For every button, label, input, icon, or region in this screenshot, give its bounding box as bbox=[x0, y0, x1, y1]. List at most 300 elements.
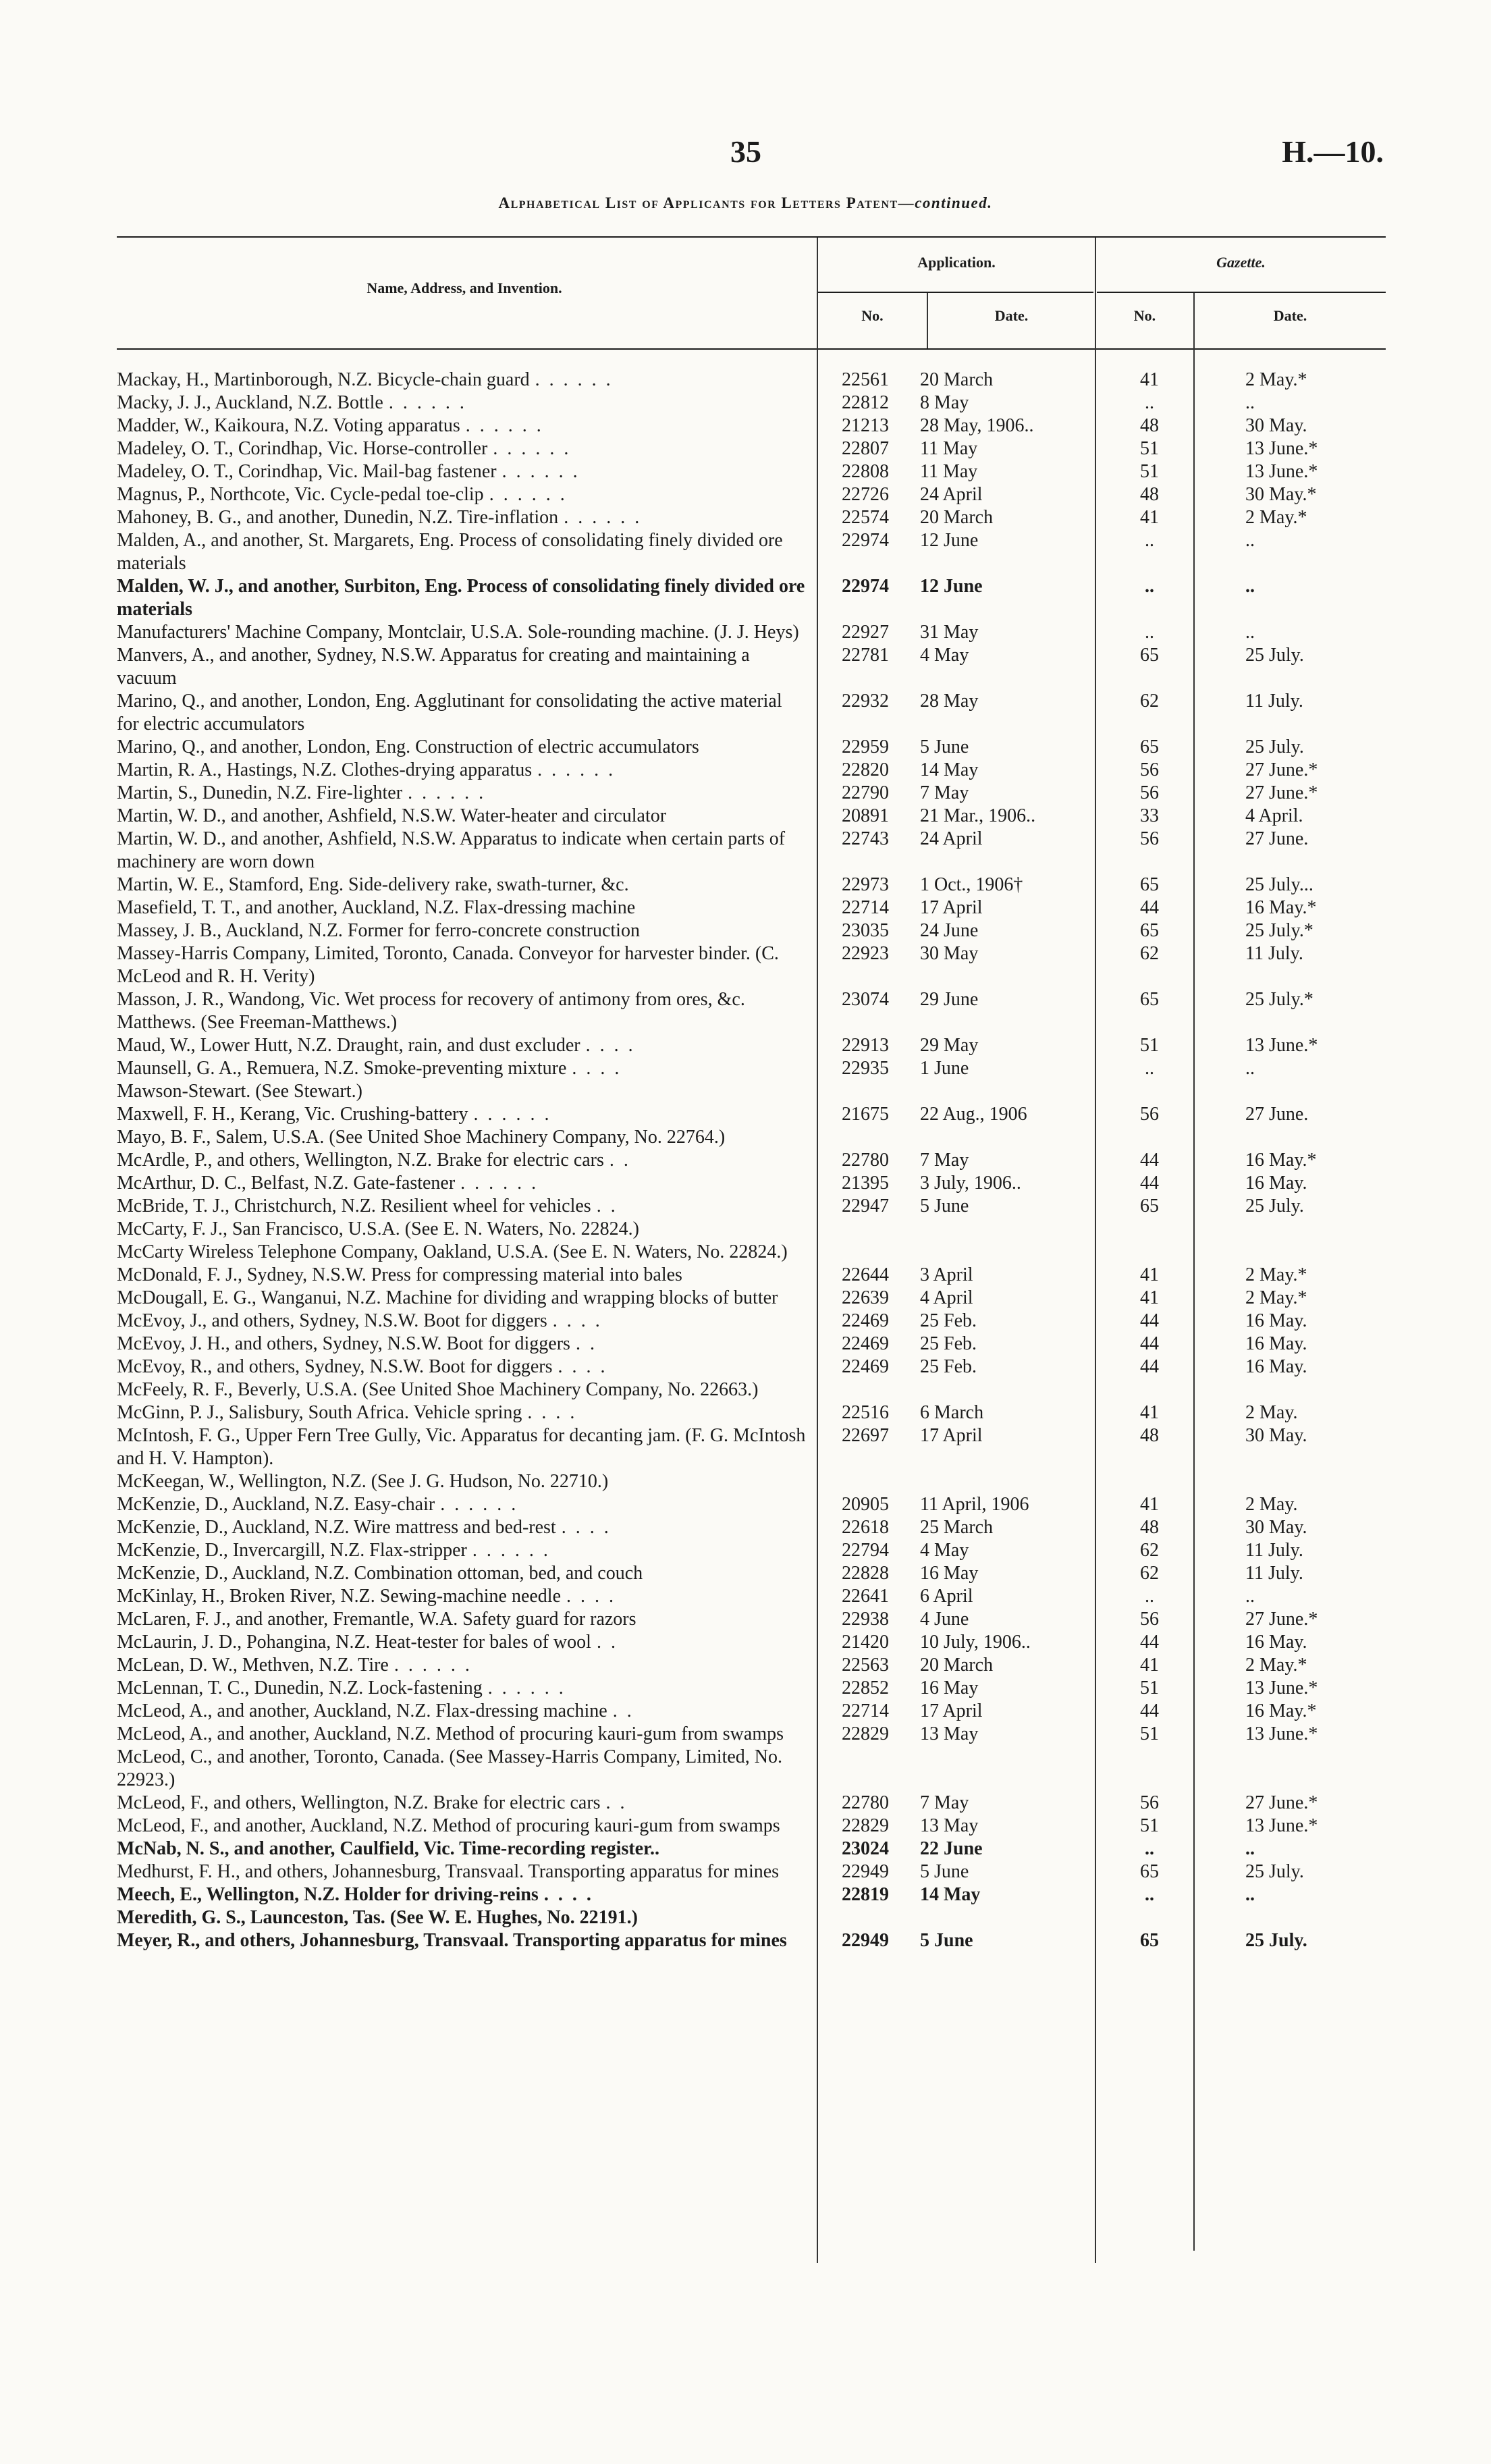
dot-leader: ...... bbox=[489, 484, 574, 505]
gazette-number: 56 bbox=[1140, 782, 1159, 803]
table-row bbox=[117, 1333, 1386, 1356]
applicant-cell bbox=[117, 1172, 812, 1195]
applicant-cell bbox=[117, 1287, 812, 1310]
application-number: 22974 bbox=[842, 530, 889, 551]
table-row bbox=[117, 460, 1386, 483]
application-date: 20 March bbox=[920, 369, 994, 390]
column-header-app-no: No. bbox=[861, 307, 884, 324]
application-number: 22697 bbox=[842, 1425, 889, 1446]
application-number: 22808 bbox=[842, 461, 889, 482]
table-row bbox=[117, 1356, 1386, 1378]
table-row bbox=[117, 1516, 1386, 1539]
application-date: 22 Aug., 1906 bbox=[920, 1104, 1027, 1125]
dot-leader: .. bbox=[609, 1150, 638, 1171]
gazette-date: .. bbox=[1245, 1838, 1255, 1859]
application-number: 22938 bbox=[842, 1609, 889, 1630]
gazette-date: 25 July... bbox=[1245, 874, 1313, 895]
gazette-number: 65 bbox=[1140, 1930, 1159, 1951]
table-row bbox=[117, 506, 1386, 529]
dot-leader: .. bbox=[605, 1792, 634, 1813]
application-number: 22959 bbox=[842, 736, 889, 757]
gazette-date: 2 May.* bbox=[1245, 1655, 1307, 1676]
application-number: 22469 bbox=[842, 1333, 889, 1354]
gazette-number: 62 bbox=[1140, 1540, 1159, 1561]
gazette-number: 44 bbox=[1140, 1310, 1159, 1331]
applicant-cell bbox=[117, 1838, 812, 1860]
dot-leader: ...... bbox=[472, 1540, 558, 1561]
application-date: 16 May bbox=[920, 1678, 979, 1698]
table-row bbox=[117, 874, 1386, 896]
gazette-date: 30 May. bbox=[1245, 1425, 1307, 1446]
applicant-cell bbox=[117, 736, 812, 759]
gazette-number: 41 bbox=[1140, 507, 1159, 528]
gazette-date: 30 May. bbox=[1245, 1517, 1307, 1538]
applicant-name: Maunsell, G. A., Remuera, N.Z. Smoke-preventing mixture bbox=[117, 1058, 567, 1079]
applicant-list bbox=[117, 369, 1386, 1952]
table-row bbox=[117, 1746, 1386, 1792]
applicant-name: Malden, W. J., and another, Surbiton, Eng. Process of consolidating finely divided ore materials bbox=[117, 576, 805, 620]
applicant-cell bbox=[117, 1516, 812, 1539]
gazette-number: 41 bbox=[1140, 1655, 1159, 1676]
table-row bbox=[117, 1287, 1386, 1310]
table-row bbox=[117, 942, 1386, 988]
gazette-date: 16 May.* bbox=[1245, 897, 1317, 918]
application-date: 14 May bbox=[920, 1884, 981, 1905]
gazette-number: 41 bbox=[1140, 369, 1159, 390]
application-date: 30 May bbox=[920, 943, 979, 964]
applicant-cell bbox=[117, 1218, 812, 1241]
applicant-name: McDonald, F. J., Sydney, N.S.W. Press for compressing material into bales bbox=[117, 1264, 682, 1285]
applicant-cell bbox=[117, 1401, 812, 1424]
column-header-application: Application. bbox=[917, 254, 996, 271]
application-number: 22852 bbox=[842, 1678, 889, 1698]
gazette-number: 62 bbox=[1140, 943, 1159, 964]
gazette-date: 2 May. bbox=[1245, 1402, 1298, 1423]
applicant-name: McFeely, R. F., Beverly, U.S.A. (See United Shoe Machinery Company, No. 22663.) bbox=[117, 1379, 759, 1400]
applicant-cell bbox=[117, 1264, 812, 1287]
gazette-date: 16 May. bbox=[1245, 1632, 1307, 1653]
application-number: 22973 bbox=[842, 874, 889, 895]
table-row bbox=[117, 1149, 1386, 1172]
application-number: 22781 bbox=[842, 645, 889, 666]
application-number: 22949 bbox=[842, 1930, 889, 1951]
list-title-main: Alphabetical List of Applicants for Letters Patent bbox=[498, 194, 898, 211]
application-date: 7 May bbox=[920, 1792, 969, 1813]
application-number: 23024 bbox=[842, 1838, 889, 1859]
application-date: 25 Feb. bbox=[920, 1333, 977, 1354]
gazette-date: 2 May.* bbox=[1245, 507, 1307, 528]
applicant-cell bbox=[117, 621, 812, 644]
applicant-name: McKenzie, D., Auckland, N.Z. Combination ottoman, bed, and couch bbox=[117, 1563, 643, 1584]
application-span-rule bbox=[817, 292, 1093, 293]
application-number: 22726 bbox=[842, 484, 889, 505]
applicant-name: McKeegan, W., Wellington, N.Z. (See J. G. Hudson, No. 22710.) bbox=[117, 1471, 609, 1492]
gazette-date: 30 May.* bbox=[1245, 484, 1317, 505]
table-row bbox=[117, 1195, 1386, 1218]
table-row bbox=[117, 1838, 1386, 1860]
application-date: 16 May bbox=[920, 1563, 979, 1584]
application-date: 17 April bbox=[920, 897, 983, 918]
gazette-number: 51 bbox=[1140, 1035, 1159, 1056]
application-date: 25 Feb. bbox=[920, 1356, 977, 1377]
table-row bbox=[117, 1493, 1386, 1516]
applicant-name: Maud, W., Lower Hutt, N.Z. Draught, rain, and dust excluder bbox=[117, 1035, 580, 1056]
gazette-date: 16 May.* bbox=[1245, 1700, 1317, 1721]
gazette-date: 2 May.* bbox=[1245, 369, 1307, 390]
application-date: 24 April bbox=[920, 484, 983, 505]
gazette-date: 27 June.* bbox=[1245, 1792, 1318, 1813]
dot-leader: .. bbox=[575, 1333, 604, 1354]
gazette-number: 44 bbox=[1140, 1632, 1159, 1653]
dot-leader: ...... bbox=[388, 392, 474, 413]
gazette-number: 41 bbox=[1140, 1287, 1159, 1308]
gazette-number: 44 bbox=[1140, 897, 1159, 918]
applicant-cell bbox=[117, 919, 812, 942]
gazette-date: 13 June.* bbox=[1245, 461, 1318, 482]
application-number: 21395 bbox=[842, 1173, 889, 1194]
gazette-number: 44 bbox=[1140, 1150, 1159, 1171]
gazette-date: 2 May.* bbox=[1245, 1264, 1307, 1285]
table-row bbox=[117, 736, 1386, 759]
application-number: 22949 bbox=[842, 1861, 889, 1882]
application-date: 11 May bbox=[920, 461, 978, 482]
gazette-number: 62 bbox=[1140, 691, 1159, 712]
applicant-cell bbox=[117, 414, 812, 437]
application-date: 6 March bbox=[920, 1402, 984, 1423]
application-number: 23035 bbox=[842, 920, 889, 941]
applicant-name: Masson, J. R., Wandong, Vic. Wet process for recovery of antimony from ores, &c. bbox=[117, 989, 745, 1010]
column-header-gaz-date: Date. bbox=[1273, 307, 1307, 324]
gazette-number: 51 bbox=[1140, 1723, 1159, 1744]
application-number: 22932 bbox=[842, 691, 889, 712]
application-date: 1 June bbox=[920, 1058, 969, 1079]
application-number: 22516 bbox=[842, 1402, 889, 1423]
application-date: 1 Oct., 1906† bbox=[920, 874, 1023, 895]
header-bottom-rule bbox=[117, 348, 1386, 350]
application-date: 29 June bbox=[920, 989, 979, 1010]
applicant-cell bbox=[117, 1241, 812, 1264]
gazette-number: .. bbox=[1145, 1884, 1154, 1905]
table-row bbox=[117, 1860, 1386, 1883]
table-row bbox=[117, 1172, 1386, 1195]
application-date: 11 April, 1906 bbox=[920, 1494, 1029, 1515]
application-number: 22780 bbox=[842, 1150, 889, 1171]
applicant-name: McGinn, P. J., Salisbury, South Africa. Vehicle spring bbox=[117, 1402, 522, 1423]
gazette-date: 13 June.* bbox=[1245, 1035, 1318, 1056]
table-row bbox=[117, 782, 1386, 805]
application-number: 22935 bbox=[842, 1058, 889, 1079]
table-row bbox=[117, 1929, 1386, 1952]
application-number: 22829 bbox=[842, 1815, 889, 1836]
application-number: 22947 bbox=[842, 1196, 889, 1216]
table-row bbox=[117, 919, 1386, 942]
gazette-number: 65 bbox=[1140, 874, 1159, 895]
applicant-cell bbox=[117, 1906, 812, 1929]
gazette-number: 33 bbox=[1140, 805, 1159, 826]
dot-leader: ...... bbox=[440, 1494, 526, 1515]
page-number: 35 bbox=[730, 134, 761, 169]
application-number: 23074 bbox=[842, 989, 889, 1010]
gazette-date: 27 June. bbox=[1245, 1104, 1309, 1125]
applicant-cell bbox=[117, 1195, 812, 1218]
applicant-cell bbox=[117, 1860, 812, 1883]
applicant-cell bbox=[117, 1608, 812, 1631]
gazette-date: .. bbox=[1245, 1058, 1255, 1079]
applicant-name: McKenzie, D., Auckland, N.Z. Easy-chair bbox=[117, 1494, 435, 1515]
table-row bbox=[117, 1080, 1386, 1103]
applicant-cell bbox=[117, 1562, 812, 1585]
dot-leader: ...... bbox=[460, 1173, 546, 1194]
applicant-name: McCarty, F. J., San Francisco, U.S.A. (See E. N. Waters, No. 22824.) bbox=[117, 1218, 639, 1239]
gazette-date: .. bbox=[1245, 392, 1255, 413]
application-number: 22807 bbox=[842, 438, 889, 459]
application-number: 22790 bbox=[842, 782, 889, 803]
table-row bbox=[117, 896, 1386, 919]
table-row bbox=[117, 529, 1386, 575]
gazette-number: 51 bbox=[1140, 461, 1159, 482]
applicant-cell bbox=[117, 1149, 812, 1172]
applicant-name: Massey-Harris Company, Limited, Toronto, Canada. Conveyor for harvester binder. (C. McLeod and R. H. Verity) bbox=[117, 943, 779, 987]
application-date: 21 Mar., 1906.. bbox=[920, 805, 1036, 826]
table-row bbox=[117, 1608, 1386, 1631]
table-row bbox=[117, 1126, 1386, 1149]
application-date: 3 April bbox=[920, 1264, 973, 1285]
application-date: 5 June bbox=[920, 1196, 969, 1216]
table-row bbox=[117, 1539, 1386, 1562]
gazette-number: 56 bbox=[1140, 759, 1159, 780]
applicant-cell bbox=[117, 1310, 812, 1333]
applicant-name: Mayo, B. F., Salem, U.S.A. (See United Shoe Machinery Company, No. 22764.) bbox=[117, 1127, 726, 1148]
application-date: 4 May bbox=[920, 1540, 969, 1561]
applicant-name: McDougall, E. G., Wanganui, N.Z. Machine for dividing and wrapping blocks of butter bbox=[117, 1287, 778, 1308]
application-number: 22618 bbox=[842, 1517, 889, 1538]
dot-leader: .... bbox=[552, 1310, 609, 1331]
gazette-number: 51 bbox=[1140, 438, 1159, 459]
gazette-number: 56 bbox=[1140, 828, 1159, 849]
table-row bbox=[117, 1057, 1386, 1080]
application-date: 25 Feb. bbox=[920, 1310, 977, 1331]
application-number: 21213 bbox=[842, 415, 889, 436]
applicant-cell bbox=[117, 874, 812, 896]
gazette-number: 44 bbox=[1140, 1700, 1159, 1721]
application-date: 22 June bbox=[920, 1838, 983, 1859]
applicant-cell bbox=[117, 1126, 812, 1149]
applicant-name: McLennan, T. C., Dunedin, N.Z. Lock-fastening bbox=[117, 1678, 483, 1698]
dot-leader: ...... bbox=[473, 1104, 559, 1125]
gazette-date: 25 July. bbox=[1245, 1930, 1307, 1951]
applicant-name: McLaurin, J. D., Pohangina, N.Z. Heat-tester for bales of wool bbox=[117, 1632, 591, 1653]
applicant-cell bbox=[117, 1631, 812, 1654]
table-row bbox=[117, 1401, 1386, 1424]
dot-leader: .. bbox=[596, 1632, 625, 1653]
applicant-cell bbox=[117, 369, 812, 392]
application-date: 29 May bbox=[920, 1035, 979, 1056]
table-row bbox=[117, 1723, 1386, 1746]
gazette-number: 56 bbox=[1140, 1609, 1159, 1630]
gazette-number: 65 bbox=[1140, 920, 1159, 941]
application-number: 22829 bbox=[842, 1723, 889, 1744]
gazette-date: 16 May.* bbox=[1245, 1150, 1317, 1171]
application-number: 22820 bbox=[842, 759, 889, 780]
gazette-date: .. bbox=[1245, 622, 1255, 643]
gazette-number: 48 bbox=[1140, 1517, 1159, 1538]
applicant-cell bbox=[117, 1034, 812, 1057]
gazette-date: 30 May. bbox=[1245, 415, 1307, 436]
applicant-cell bbox=[117, 644, 812, 690]
table-row bbox=[117, 1792, 1386, 1815]
application-date: 10 July, 1906.. bbox=[920, 1632, 1031, 1653]
dot-leader: .... bbox=[572, 1058, 629, 1079]
table-row bbox=[117, 1470, 1386, 1493]
gazette-number: .. bbox=[1145, 392, 1154, 413]
applicant-cell bbox=[117, 1378, 812, 1401]
application-number: 20905 bbox=[842, 1494, 889, 1515]
gazette-date: 13 June.* bbox=[1245, 1815, 1318, 1836]
gazette-number: 41 bbox=[1140, 1494, 1159, 1515]
application-date: 17 April bbox=[920, 1425, 983, 1446]
applicant-cell bbox=[117, 437, 812, 460]
gazette-number: 44 bbox=[1140, 1333, 1159, 1354]
applicant-cell bbox=[117, 942, 812, 988]
gazette-number: .. bbox=[1145, 576, 1154, 597]
applicant-name: McLean, D. W., Methven, N.Z. Tire bbox=[117, 1655, 389, 1676]
table-row bbox=[117, 1103, 1386, 1126]
table-row bbox=[117, 1700, 1386, 1723]
applicant-name: McArthur, D. C., Belfast, N.Z. Gate-fastener bbox=[117, 1173, 456, 1194]
application-number: 22639 bbox=[842, 1287, 889, 1308]
table-row bbox=[117, 759, 1386, 782]
table-row bbox=[117, 392, 1386, 414]
applicant-name: Meredith, G. S., Launceston, Tas. (See W. E. Hughes, No. 22191.) bbox=[117, 1907, 638, 1928]
applicant-name: Mackay, H., Martinborough, N.Z. Bicycle-chain guard bbox=[117, 369, 530, 390]
applicant-cell bbox=[117, 1470, 812, 1493]
document-code: H.—10. bbox=[1282, 134, 1384, 169]
application-date: 20 March bbox=[920, 1655, 994, 1676]
application-number: 22743 bbox=[842, 828, 889, 849]
applicant-name: Manvers, A., and another, Sydney, N.S.W. Apparatus for creating and maintaining a vacuum bbox=[117, 645, 750, 689]
table-row bbox=[117, 1677, 1386, 1700]
applicant-cell bbox=[117, 1723, 812, 1746]
application-date: 5 June bbox=[920, 736, 969, 757]
applicant-cell bbox=[117, 805, 812, 828]
application-date: 3 July, 1906.. bbox=[920, 1173, 1021, 1194]
applicant-name: Martin, W. D., and another, Ashfield, N.S.W. Apparatus to indicate when certain parts of machinery are worn down bbox=[117, 828, 786, 872]
applicant-cell bbox=[117, 575, 812, 621]
table-row bbox=[117, 1585, 1386, 1608]
applicant-name: Madder, W., Kaikoura, N.Z. Voting apparatus bbox=[117, 415, 460, 436]
application-date: 17 April bbox=[920, 1700, 983, 1721]
applicant-cell bbox=[117, 1815, 812, 1838]
application-date: 7 May bbox=[920, 1150, 969, 1171]
dot-leader: .... bbox=[585, 1035, 643, 1056]
gazette-date: 16 May. bbox=[1245, 1356, 1307, 1377]
table-row bbox=[117, 1654, 1386, 1677]
table-row bbox=[117, 1241, 1386, 1264]
application-date: 6 April bbox=[920, 1586, 973, 1607]
list-title-suffix: —continued. bbox=[898, 194, 993, 211]
application-date: 13 May bbox=[920, 1815, 979, 1836]
column-header-gaz-no: No. bbox=[1133, 307, 1156, 324]
gazette-date: 2 May. bbox=[1245, 1494, 1298, 1515]
table-row bbox=[117, 621, 1386, 644]
table-row bbox=[117, 1264, 1386, 1287]
applicant-cell bbox=[117, 392, 812, 414]
applicant-cell bbox=[117, 1539, 812, 1562]
applicant-name: Masefield, T. T., and another, Auckland, N.Z. Flax-dressing machine bbox=[117, 897, 636, 918]
gazette-date: 11 July. bbox=[1245, 1540, 1303, 1561]
application-date: 8 May bbox=[920, 392, 969, 413]
table-row bbox=[117, 1815, 1386, 1838]
gazette-number: 56 bbox=[1140, 1104, 1159, 1125]
table-row bbox=[117, 690, 1386, 736]
applicant-cell bbox=[117, 1883, 812, 1906]
gazette-date: 11 July. bbox=[1245, 691, 1303, 712]
gazette-number: 41 bbox=[1140, 1402, 1159, 1423]
application-date: 4 April bbox=[920, 1287, 973, 1308]
applicant-cell bbox=[117, 529, 812, 575]
gazette-number: .. bbox=[1145, 1058, 1154, 1079]
dot-leader: .. bbox=[612, 1700, 641, 1721]
applicant-name: Madeley, O. T., Corindhap, Vic. Horse-controller bbox=[117, 438, 488, 459]
applicant-name: McLeod, F., and others, Wellington, N.Z. Brake for electric cars bbox=[117, 1792, 601, 1813]
dot-leader: ...... bbox=[408, 782, 493, 803]
application-number: 22923 bbox=[842, 943, 889, 964]
applicant-name: McKenzie, D., Auckland, N.Z. Wire mattress and bed-rest bbox=[117, 1517, 556, 1538]
dot-leader: ...... bbox=[394, 1655, 479, 1676]
gazette-number: 65 bbox=[1140, 1861, 1159, 1882]
applicant-name: Malden, A., and another, St. Margarets, Eng. Process of consolidating finely divided ore materials bbox=[117, 530, 783, 574]
table-row bbox=[117, 1562, 1386, 1585]
applicant-cell bbox=[117, 1585, 812, 1608]
applicant-name: Martin, W. E., Stamford, Eng. Side-delivery rake, swath-turner, &c. bbox=[117, 874, 629, 895]
gazette-date: 25 July. bbox=[1245, 1861, 1304, 1882]
gazette-date: 27 June. bbox=[1245, 828, 1309, 849]
table-row bbox=[117, 414, 1386, 437]
gazette-date: .. bbox=[1245, 530, 1255, 551]
application-date: 28 May bbox=[920, 691, 979, 712]
applicant-name: McBride, T. J., Christchurch, N.Z. Resilient wheel for vehicles bbox=[117, 1196, 591, 1216]
table-row bbox=[117, 1906, 1386, 1929]
gazette-number: 56 bbox=[1140, 1792, 1159, 1813]
gazette-number: 41 bbox=[1140, 1264, 1159, 1285]
applicant-cell bbox=[117, 896, 812, 919]
gazette-number: 62 bbox=[1140, 1563, 1159, 1584]
gazette-number: .. bbox=[1145, 1586, 1154, 1607]
dot-leader: .... bbox=[543, 1884, 601, 1905]
gazette-number: 65 bbox=[1140, 989, 1159, 1010]
application-date: 4 May bbox=[920, 645, 969, 666]
applicant-cell bbox=[117, 759, 812, 782]
applicant-name: Mawson-Stewart. (See Stewart.) bbox=[117, 1081, 362, 1102]
table-row bbox=[117, 1424, 1386, 1470]
gazette-number: 44 bbox=[1140, 1173, 1159, 1194]
application-number: 21675 bbox=[842, 1104, 889, 1125]
applicant-name: Magnus, P., Northcote, Vic. Cycle-pedal toe-clip bbox=[117, 484, 484, 505]
application-number: 22641 bbox=[842, 1586, 889, 1607]
table-row bbox=[117, 1310, 1386, 1333]
applicant-name: Maxwell, F. H., Kerang, Vic. Crushing-battery bbox=[117, 1104, 468, 1125]
application-number: 22927 bbox=[842, 622, 889, 643]
gazette-number: .. bbox=[1145, 530, 1154, 551]
application-date: 11 May bbox=[920, 438, 978, 459]
applicant-cell bbox=[117, 1011, 812, 1034]
application-number: 21420 bbox=[842, 1632, 889, 1653]
table-row bbox=[117, 1378, 1386, 1401]
gazette-date: 25 July. bbox=[1245, 1196, 1304, 1216]
dot-leader: .... bbox=[558, 1356, 615, 1377]
gazette-number: 44 bbox=[1140, 1356, 1159, 1377]
table-row bbox=[117, 575, 1386, 621]
